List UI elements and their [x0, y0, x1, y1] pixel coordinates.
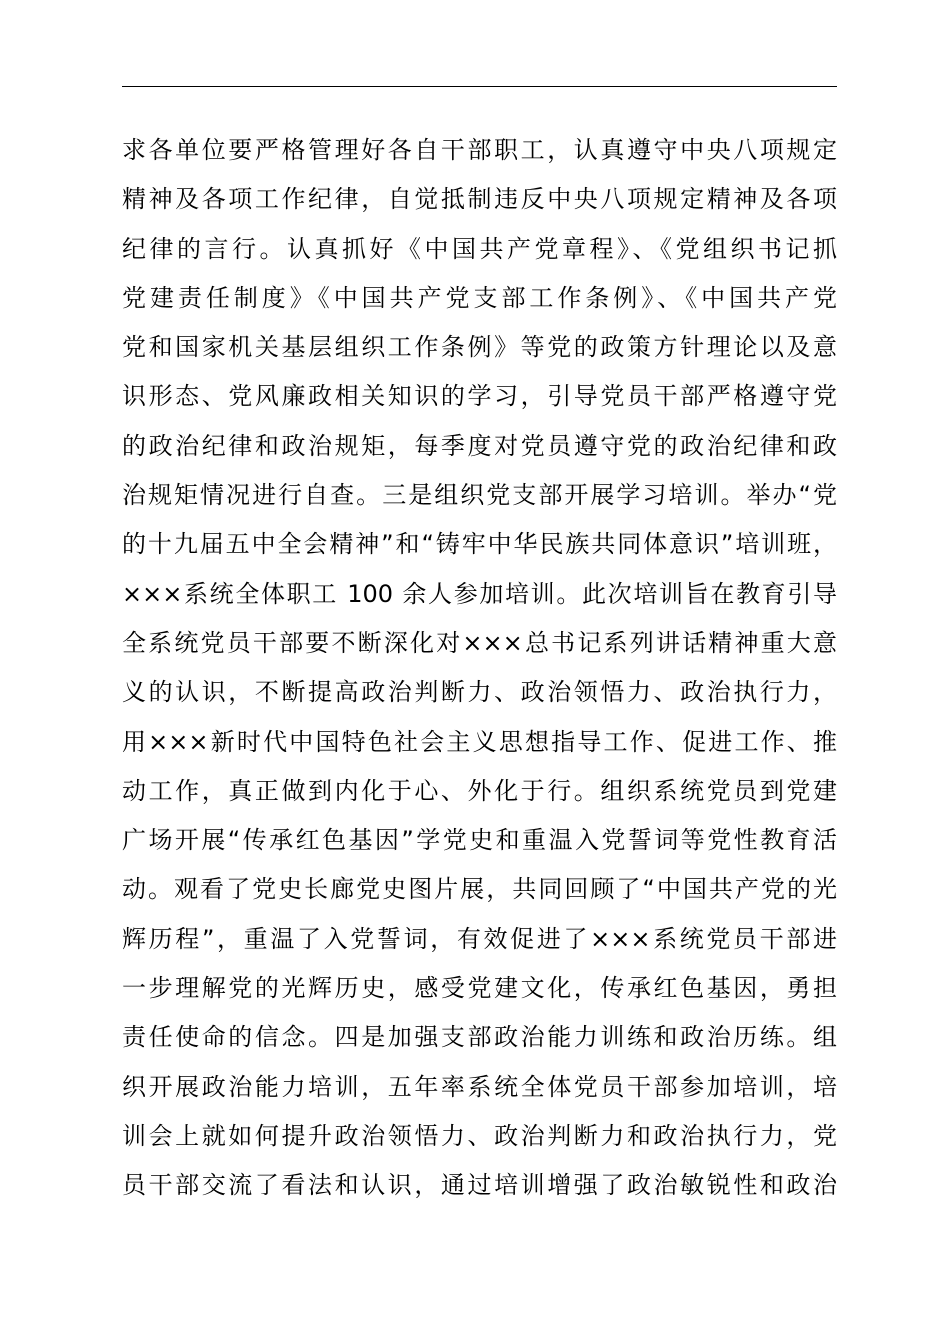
text-line: 求各单位要严格管理好各自干部职工，认真遵守中央八项规定: [122, 136, 837, 164]
text-line: 动。观看了党史长廊党史图片展，共同回顾了“中国共产党的光: [122, 875, 837, 904]
text-line: ×××系统全体职工 100 余人参加培训。此次培训旨在教育引导: [122, 579, 837, 608]
document-body: [122, 126, 837, 1211]
text-line: 识形态、党风廉政相关知识的学习，引导党员干部严格遵守党: [122, 382, 837, 411]
text-line: 员干部交流了看法和认识，通过培训增强了政治敏锐性和政治: [122, 1171, 837, 1200]
text-line: 纪律的言行。认真抓好《中国共产党章程》、《党组织书记抓: [122, 234, 837, 263]
text-line: 责任使命的信念。四是加强支部政治能力训练和政治历练。组: [122, 1023, 837, 1052]
text-line: 党建责任制度》《中国共产党支部工作条例》、《中国共产党: [122, 283, 837, 312]
text-line: 义的认识，不断提高政治判断力、政治领悟力、政治执行力，: [122, 678, 837, 707]
text-line: 辉历程”，重温了入党誓词，有效促进了×××系统党员干部进: [122, 924, 837, 953]
text-line: 动工作，真正做到内化于心、外化于行。组织系统党员到党建: [122, 776, 837, 805]
text-line: 一步理解党的光辉历史，感受党建文化，传承红色基因，勇担: [122, 974, 837, 1003]
text-line: 的政治纪律和政治规矩，每季度对党员遵守党的政治纪律和政: [122, 431, 837, 460]
text-line: 精神及各项工作纪律，自觉抵制违反中央八项规定精神及各项: [122, 185, 837, 214]
text-line: 党和国家机关基层组织工作条例》等党的政策方针理论以及意: [122, 333, 837, 362]
text-line: 治规矩情况进行自查。三是组织党支部开展学习培训。举办“党: [122, 481, 837, 510]
text-line: 全系统党员干部要不断深化对×××总书记系列讲话精神重大意: [122, 628, 837, 657]
text-line: 训会上就如何提升政治领悟力、政治判断力和政治执行力，党: [122, 1121, 837, 1150]
text-line: 织开展政治能力培训，五年率系统全体党员干部参加培训，培: [122, 1072, 837, 1101]
header-rule: [122, 86, 837, 87]
text-line: 广场开展“传承红色基因”学党史和重温入党誓词等党性教育活: [122, 826, 837, 855]
text-line: 用×××新时代中国特色社会主义思想指导工作、促进工作、推: [122, 727, 837, 756]
text-line: 的十九届五中全会精神”和“铸牢中华民族共同体意识”培训班，: [122, 530, 837, 559]
